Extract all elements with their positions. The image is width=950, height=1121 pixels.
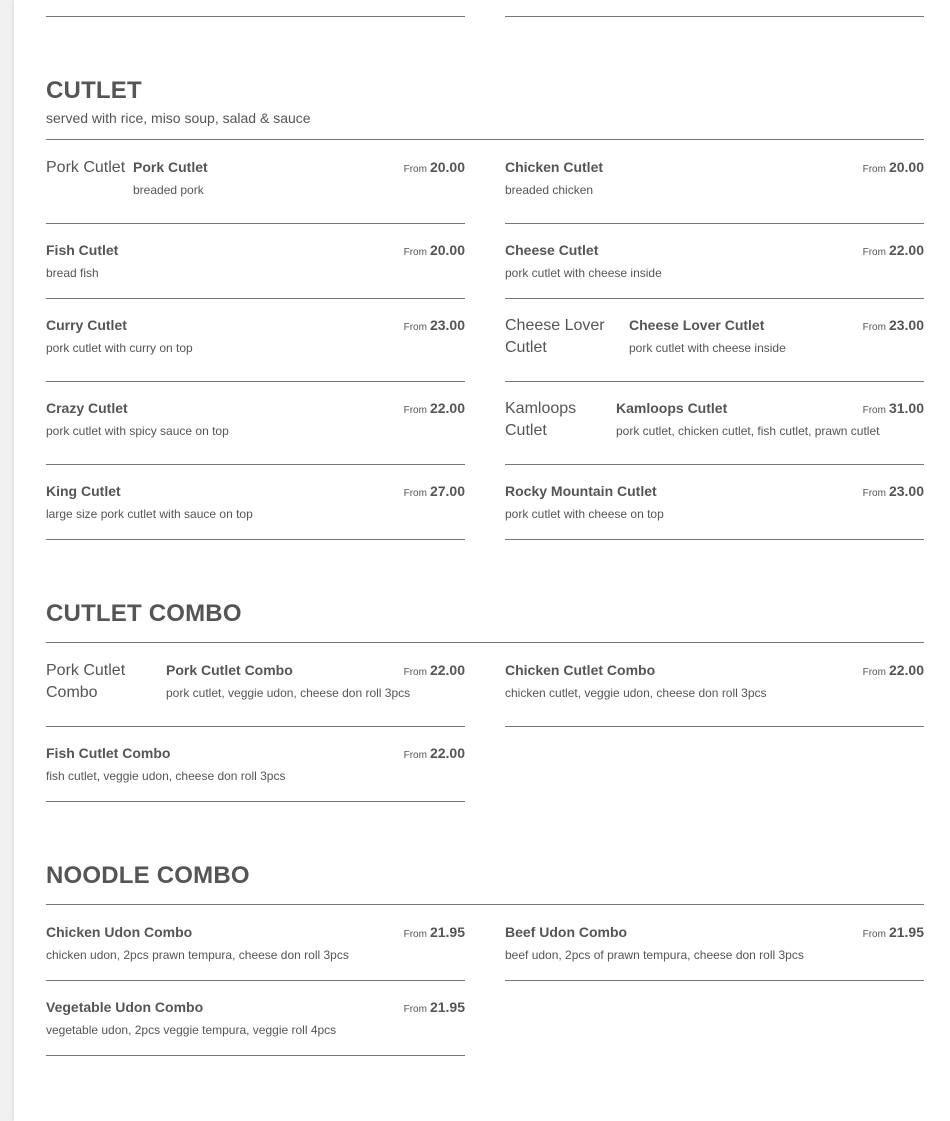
item-name: Fish Cutlet Combo	[46, 745, 171, 761]
price-amount: 22.00	[429, 662, 465, 678]
price-prefix: From	[862, 322, 886, 333]
item-price	[404, 660, 465, 683]
price-prefix: From	[403, 164, 427, 175]
price-prefix: From	[862, 488, 886, 499]
divider	[46, 16, 465, 17]
item-price	[404, 315, 465, 338]
price-amount: 31.00	[888, 400, 924, 416]
item-description: fish cutlet, veggie udon, cheese don roll 3pcs	[46, 769, 286, 783]
menu-item-cheese-lover-cutlet[interactable]	[505, 315, 924, 382]
item-name: King Cutlet	[46, 483, 121, 499]
section-title: NOODLE COMBO	[46, 862, 250, 889]
menu-item-chicken-cutlet-combo[interactable]	[505, 660, 924, 727]
item-description: vegetable udon, 2pcs veggie tempura, veggie roll 4pcs	[46, 1023, 337, 1037]
price-prefix: From	[862, 247, 886, 258]
menu-item-fish-cutlet-combo[interactable]	[46, 743, 465, 802]
item-description: pork cutlet with cheese inside	[505, 266, 662, 280]
section-subtitle: served with rice, miso soup, salad & sauce	[46, 110, 311, 126]
price-prefix: From	[862, 405, 886, 416]
menu-item-crazy-cutlet[interactable]	[46, 398, 465, 465]
price-prefix: From	[862, 929, 886, 940]
price-amount: 23.00	[888, 483, 924, 499]
item-description: large size pork cutlet with sauce on top	[46, 507, 253, 521]
item-name: Cheese Lover Cutlet	[629, 317, 765, 333]
item-price	[404, 922, 465, 945]
item-description: pork cutlet, veggie udon, cheese don roll 3pcs	[166, 686, 411, 700]
price-prefix: From	[862, 164, 886, 175]
price-amount: 23.00	[888, 317, 924, 333]
item-description: pork cutlet with spicy sauce on top	[46, 424, 229, 438]
section-title: CUTLET COMBO	[46, 600, 242, 627]
dish-image: Pork Cutlet	[46, 159, 126, 176]
item-name: Chicken Cutlet	[505, 159, 604, 175]
menu-item-vegetable-udon-combo[interactable]	[46, 997, 465, 1056]
price-prefix: From	[403, 247, 427, 258]
item-description: pork cutlet with curry on top	[46, 341, 193, 355]
menu-item-pork-cutlet[interactable]	[46, 157, 465, 224]
section-noodle-combo	[46, 862, 924, 890]
price-prefix: From	[403, 750, 427, 761]
menu-item-fish-cutlet[interactable]	[46, 240, 465, 299]
menu-page	[14, 0, 950, 1121]
item-description: pork cutlet with cheese inside	[629, 341, 786, 355]
price-amount: 23.00	[429, 317, 465, 333]
item-price	[863, 660, 924, 683]
menu-item-curry-cutlet[interactable]	[46, 315, 465, 382]
price-prefix: From	[403, 322, 427, 333]
price-amount: 20.00	[429, 242, 465, 258]
item-price	[404, 157, 465, 180]
item-price	[404, 997, 465, 1020]
dish-image: Cheese Lover Cutlet	[505, 317, 605, 356]
item-description: chicken cutlet, veggie udon, cheese don roll 3pcs	[505, 686, 767, 700]
divider	[505, 16, 924, 17]
price-amount: 20.00	[888, 159, 924, 175]
item-name: Pork Cutlet Combo	[166, 662, 293, 678]
item-price	[863, 481, 924, 504]
item-description: pork cutlet with cheese on top	[505, 507, 664, 521]
item-description: breaded pork	[133, 183, 204, 197]
menu-item-kamloops-cutlet[interactable]	[505, 398, 924, 465]
item-description: pork cutlet, chicken cutlet, fish cutlet, prawn cutlet	[616, 424, 880, 438]
item-name: Crazy Cutlet	[46, 400, 128, 416]
price-amount: 22.00	[429, 400, 465, 416]
item-name: Beef Udon Combo	[505, 924, 628, 940]
item-price	[863, 240, 924, 263]
item-name: Chicken Cutlet Combo	[505, 662, 656, 678]
item-price	[404, 481, 465, 504]
price-prefix: From	[403, 1004, 427, 1015]
item-description: bread fish	[46, 266, 99, 280]
menu-item-chicken-udon-combo[interactable]	[46, 922, 465, 981]
item-price	[863, 398, 924, 421]
item-name: Vegetable Udon Combo	[46, 999, 204, 1015]
section-divider	[46, 139, 924, 140]
item-description: beef udon, 2pcs of prawn tempura, cheese don roll 3pcs	[505, 948, 804, 962]
dish-image: Kamloops Cutlet	[505, 400, 577, 439]
menu-item-king-cutlet[interactable]	[46, 481, 465, 540]
section-divider	[46, 904, 924, 905]
price-amount: 22.00	[429, 745, 465, 761]
item-name: Cheese Cutlet	[505, 242, 599, 258]
price-prefix: From	[862, 667, 886, 678]
price-prefix: From	[403, 405, 427, 416]
menu-item-cheese-cutlet[interactable]	[505, 240, 924, 299]
item-description: breaded chicken	[505, 183, 594, 197]
item-price	[404, 240, 465, 263]
item-name: Chicken Udon Combo	[46, 924, 193, 940]
price-amount: 22.00	[888, 242, 924, 258]
price-prefix: From	[403, 929, 427, 940]
section-cutlet	[46, 77, 924, 127]
price-amount: 21.95	[429, 999, 465, 1015]
item-price	[863, 922, 924, 945]
item-description: chicken udon, 2pcs prawn tempura, cheese don roll 3pcs	[46, 948, 349, 962]
price-amount: 21.95	[429, 924, 465, 940]
item-name: Pork Cutlet	[133, 159, 208, 175]
item-name: Rocky Mountain Cutlet	[505, 483, 657, 499]
item-price	[863, 157, 924, 180]
item-name: Curry Cutlet	[46, 317, 127, 333]
menu-item-beef-udon-combo[interactable]	[505, 922, 924, 981]
menu-item-chicken-cutlet[interactable]	[505, 157, 924, 224]
price-amount: 22.00	[888, 662, 924, 678]
price-amount: 20.00	[429, 159, 465, 175]
menu-item-pork-cutlet-combo[interactable]	[46, 660, 465, 727]
section-divider	[46, 642, 924, 643]
item-price	[404, 743, 465, 766]
section-cutlet-combo	[46, 600, 924, 628]
price-prefix: From	[403, 667, 427, 678]
item-price	[404, 398, 465, 421]
item-name: Fish Cutlet	[46, 242, 119, 258]
price-amount: 21.95	[888, 924, 924, 940]
menu-item-rocky-mountain-cutlet[interactable]	[505, 481, 924, 540]
item-price	[863, 315, 924, 338]
price-amount: 27.00	[429, 483, 465, 499]
section-title: CUTLET	[46, 77, 142, 104]
price-prefix: From	[403, 488, 427, 499]
item-name: Kamloops Cutlet	[616, 400, 728, 416]
dish-image: Pork Cutlet Combo	[46, 662, 126, 701]
